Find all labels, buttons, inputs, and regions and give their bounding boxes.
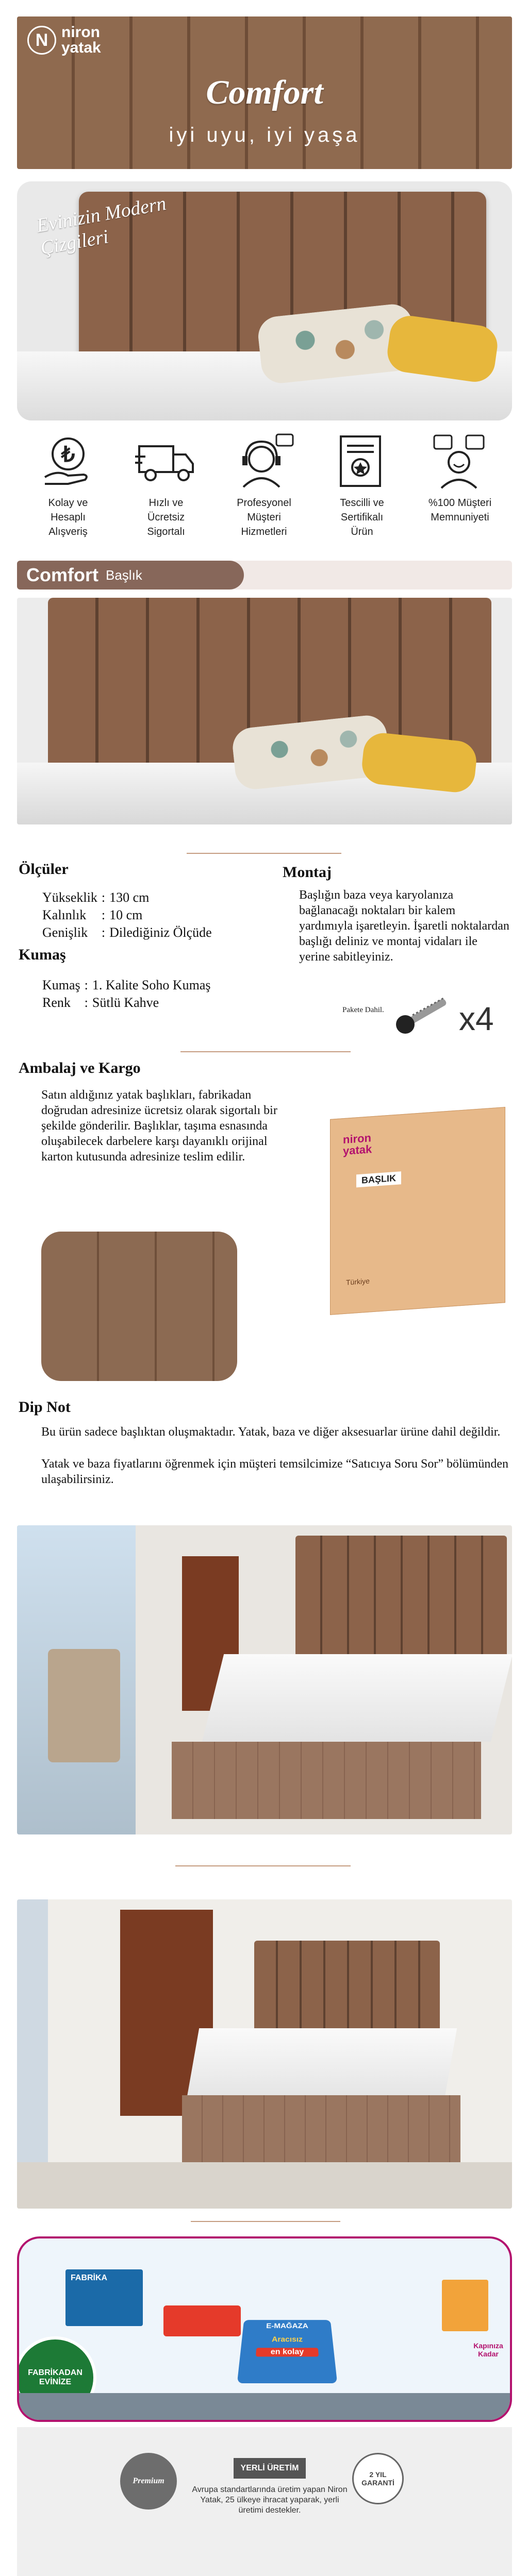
certificate-icon xyxy=(329,431,395,493)
feature-label: %100 Müşteri Memnuniyeti xyxy=(428,497,492,523)
divider xyxy=(175,1865,351,1866)
spec-label: Renk xyxy=(42,995,71,1010)
screw-count: x4 xyxy=(459,1000,494,1037)
spec-sep: : xyxy=(84,995,88,1010)
slogan-1: Aracısız xyxy=(271,2335,303,2344)
footnote-heading: Dip Not xyxy=(19,1399,71,1416)
screw-icon xyxy=(387,984,454,1041)
hero-title: Comfort xyxy=(206,74,323,111)
section-type: Başlık xyxy=(105,567,142,583)
feature-item xyxy=(427,431,493,525)
feature-item xyxy=(231,431,297,539)
divider xyxy=(191,2221,340,2222)
footer-text: Avrupa standartlarında üretim yapan Niron Yatak, 25 ülkeye ihracat yaparak, yerli üretimi destekler. xyxy=(192,2485,348,2515)
spec-row xyxy=(42,907,215,923)
section-name: Comfort xyxy=(26,564,98,585)
spec-sep: : xyxy=(84,978,88,992)
lira-hand-icon xyxy=(35,431,101,493)
bedroom-photo xyxy=(17,1525,512,1834)
feature-item xyxy=(329,431,395,539)
box-label: BAŞLIK xyxy=(356,1171,401,1187)
footer-band xyxy=(17,2427,512,2576)
delivery-truck-icon xyxy=(133,431,199,493)
packaging-heading: Ambalaj ve Kargo xyxy=(19,1059,141,1076)
spec-label: Genişlik xyxy=(42,925,88,940)
laptop-image xyxy=(237,2320,337,2383)
packaging-text: Satın aldığınız yatak başlıkları, fabrikadan doğrudan adresinize ücretsiz olarak sigortalı bir şekilde gönderilir. Başlıklar, taşıma esnasında oluşabilecek darbelere karşı dayanıklı orijinal karton kutusunda adresinize teslim edilir. xyxy=(41,1088,277,1164)
fabric-swatch xyxy=(41,1232,237,1381)
support-agent-icon xyxy=(231,431,297,493)
feature-item xyxy=(133,431,199,539)
assembly-heading: Montaj xyxy=(283,864,332,881)
satisfaction-icon xyxy=(427,431,493,493)
mattress-image xyxy=(202,1654,512,1742)
fabric-table xyxy=(41,976,215,1012)
brand-logo[interactable] xyxy=(27,25,101,56)
photo-tagline: Evinizin Modern Çizgileri xyxy=(35,192,168,259)
dimensions-heading: Ölçüler xyxy=(19,861,69,878)
footnote-line: Yatak ve baza fiyatlarını öğrenmek için müşteri temsilcimize “Satıcıya Soru Sor” bölümünden ulaşabilirsiniz. xyxy=(41,1457,508,1486)
armchair-image xyxy=(48,1649,120,1762)
bed-base-image xyxy=(182,2095,460,2162)
logo-mark: N xyxy=(27,26,56,55)
spec-sep: : xyxy=(101,907,106,922)
warranty-badge xyxy=(352,2453,404,2504)
fabric-heading: Kumaş xyxy=(19,946,66,963)
headboard-image xyxy=(295,1536,507,1659)
warranty-label: 2 YIL GARANTİ xyxy=(361,2470,394,2487)
spec-sep: : xyxy=(101,925,106,940)
spec-row xyxy=(42,889,215,906)
spec-value: 10 cm xyxy=(109,907,143,922)
bedroom-photo xyxy=(17,1899,512,2209)
door-label: Kapınıza Kadar xyxy=(473,2342,503,2358)
spec-row xyxy=(42,995,214,1011)
premium-badge xyxy=(120,2453,177,2510)
store-label: E-MAĞAZA xyxy=(266,2322,309,2330)
divider xyxy=(180,1051,351,1052)
floor-image xyxy=(17,2162,512,2209)
headboard-photo xyxy=(17,598,512,824)
feature-item xyxy=(35,431,101,539)
factory-image xyxy=(65,2269,143,2326)
footnote-line: Bu ürün sadece başlıktan oluşmaktadır. Yatak, baza ve diğer aksesuarlar ürüne dahil değildir. xyxy=(41,1425,501,1439)
spec-label: Yükseklik xyxy=(42,890,97,905)
mattress-image xyxy=(186,2028,457,2106)
hero-subtitle: iyi uyu, iyi yaşa xyxy=(169,124,360,146)
headboard-photo xyxy=(17,181,512,420)
section-header xyxy=(17,561,512,590)
spec-row xyxy=(42,977,214,994)
feature-label: Kolay ve Hesaplı Alışveriş xyxy=(48,497,88,537)
factory-label: FABRİKA xyxy=(71,2274,108,2282)
badge-text: FABRİKADAN EVİNİZE xyxy=(28,2368,82,2386)
spec-value: 130 cm xyxy=(109,890,150,905)
house-image xyxy=(442,2280,488,2331)
divider xyxy=(187,853,341,854)
promo-banner xyxy=(17,2236,512,2422)
hero-banner xyxy=(17,16,512,169)
feature-label: Profesyonel Müşteri Hizmetleri xyxy=(237,497,291,537)
assembly-text: Başlığın baza veya karyolanıza bağlanacağı noktaları bir kalem yardımıyla işaretleyin. İşaretli noktalardan başlığı deliniz ve montaj vidaları ile yerine sabitleyiniz. xyxy=(299,888,509,964)
feature-label: Hızlı ve Ücretsiz Sigortalı xyxy=(147,497,185,537)
slogan-2: en kolay xyxy=(256,2348,319,2356)
spec-value: Sütlü Kahve xyxy=(92,995,159,1010)
truck-image xyxy=(163,2305,241,2336)
spec-label: Kumaş xyxy=(42,978,80,992)
spec-value: 1. Kalite Soho Kumaş xyxy=(92,978,211,992)
package-label: Pakete Dahil. xyxy=(342,1006,384,1014)
section-pill xyxy=(17,561,244,590)
spec-value: Dilediğiniz Ölçüde xyxy=(109,925,212,940)
svg-text:₺: ₺ xyxy=(61,442,75,466)
road-image xyxy=(19,2393,512,2422)
spec-sep: : xyxy=(101,890,106,905)
box-country: Türkiye xyxy=(346,1276,370,1287)
logo-text: niron yatak xyxy=(61,24,101,56)
premium-label: Premium xyxy=(133,2477,164,2485)
spec-row xyxy=(42,924,215,941)
feature-label: Tescilli ve Sertifikalı Ürün xyxy=(340,497,384,537)
dimensions-table xyxy=(41,888,216,942)
box-brand: niron yatak xyxy=(343,1131,372,1158)
shipping-box-image xyxy=(330,1107,505,1315)
spec-label: Kalınlık xyxy=(42,907,87,922)
local-production-badge: YERLİ ÜRETİM xyxy=(234,2458,306,2479)
bed-base-image xyxy=(172,1742,481,1819)
